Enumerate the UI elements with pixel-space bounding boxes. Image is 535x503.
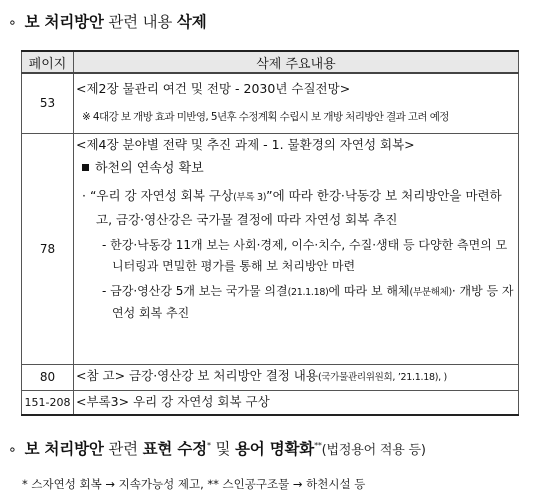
content-cell [74,133,519,364]
table-header-row [22,51,519,73]
sub-item: - 한강·낙동강 11개 보는 사회·경제, 이수·치수, 수질·생태 등 다양한 측면의 모니터링과 면밀한 평가를 통해 보 처리방안 마련 [102,237,508,273]
table-row [22,364,519,390]
section-heading-revision [8,437,426,459]
sub-item [102,281,514,324]
heading-bold-text: 보 처리방안 [24,13,104,31]
footnote-marker: ** [314,440,322,450]
heading-text: 및 [210,440,235,458]
sub-item-small-text: (21.1.18) [287,286,329,298]
item-text: ”에 따라 한강·낙동강 보 처리방안을 마련하고, 금강·영산강은 국가물 결정에 따라 자연성 회복 추진 [96,187,502,227]
row-title: <제4장 분야별 전략 및 추진 과제 - 1. 물환경의 자연성 회복> [76,136,415,152]
section-title: 하천의 연속성 확보 [95,160,204,176]
heading-bold-text: 보 처리방안 [24,440,104,458]
row-title: <제2장 물관리 여건 및 전망 - 2030년 수질전망> [76,80,351,96]
page-cell: 80 [22,364,74,390]
heading-bold-text: 표현 수정 [142,440,207,458]
page-cell: 151-208 [22,390,74,415]
section-heading-deletion [8,10,206,32]
page-cell: 53 [22,73,74,133]
footnote: * 스자연성 회복 → 지속가능성 제고, ** 스인공구조물 → 하천시설 등 [22,477,366,491]
row-title: <참 고> 금강·영산강 보 처리방안 결정 내용 [76,367,318,383]
page-cell: 78 [22,133,74,364]
table-row [22,73,519,133]
sub-item-text: - 금강·영산강 5개 보는 국가물 의결 [102,283,288,298]
sub-item-text: · 개방 등 자연성 회복 추진 [112,283,514,320]
heading-bold-text: 삭제 [176,13,207,31]
heading-text: 관련 [103,440,143,458]
deletion-table [21,50,519,416]
column-header-content: 삭제 주요내용 [74,51,519,73]
footnote-marker: * [206,440,211,450]
table-row [22,390,519,415]
row-title-small: (국가물관리위원회, ’21.1.18), ) [317,371,447,383]
content-cell [74,364,519,390]
content-cell: <부록3> 우리 강 자연성 회복 구상 [74,390,519,415]
circle-bullet-icon: ∘ [8,442,17,458]
sub-item-small-text: (부분해체) [409,286,452,298]
list-item [82,185,514,231]
row-note: ※ 4대강 보 개방 효과 미반영, 5년후 수정계획 수립시 보 개방 처리방안 결과 고려 예정 [82,110,449,123]
circle-bullet-icon: ∘ [8,15,17,31]
column-header-page: 페이지 [22,51,74,73]
table-row [22,133,519,364]
item-small-text: (부록 3) [233,191,267,203]
sub-item-text: 에 따라 보 해체 [328,283,410,298]
heading-note: (법정용어 적용 등) [321,443,426,458]
square-bullet-icon [82,164,89,171]
heading-bold-text: 용어 명확화 [235,440,315,458]
heading-text: 관련 내용 [103,13,177,31]
section-line [76,159,514,179]
item-text: · “우리 강 자연성 회복 구상 [82,187,234,203]
content-cell [74,73,519,133]
